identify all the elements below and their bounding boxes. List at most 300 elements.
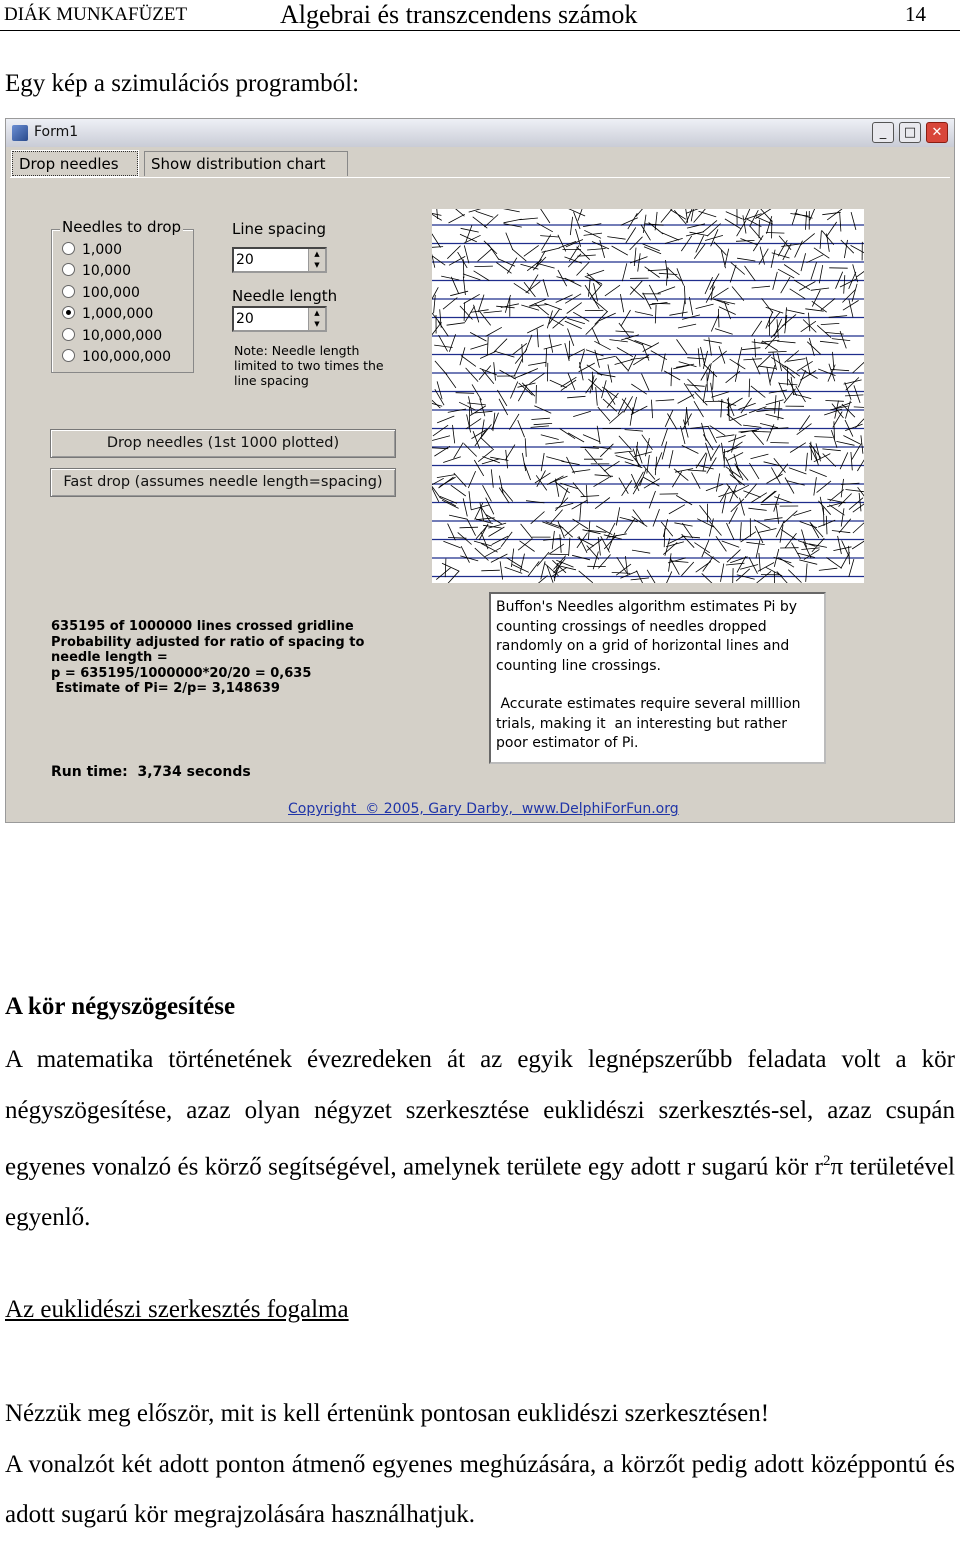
info-memo[interactable] bbox=[489, 592, 826, 764]
needle bbox=[788, 379, 796, 396]
needle bbox=[846, 490, 864, 492]
needle bbox=[442, 500, 459, 508]
needle bbox=[432, 247, 443, 248]
needle bbox=[543, 279, 548, 297]
needle bbox=[434, 345, 452, 347]
needle bbox=[460, 347, 465, 365]
needle bbox=[840, 213, 841, 231]
needle bbox=[851, 452, 852, 470]
needle bbox=[587, 249, 606, 251]
needle bbox=[676, 364, 694, 367]
needle bbox=[480, 437, 493, 450]
needle bbox=[795, 213, 813, 218]
needle bbox=[663, 519, 667, 537]
needle bbox=[510, 382, 517, 399]
arrow-up-icon[interactable]: ▲ bbox=[309, 308, 325, 319]
radio-icon[interactable] bbox=[62, 242, 75, 255]
line-spacing-input[interactable] bbox=[234, 249, 308, 271]
needle bbox=[608, 533, 614, 550]
needle bbox=[451, 485, 466, 496]
radio-icon[interactable] bbox=[62, 349, 75, 362]
needle bbox=[799, 282, 815, 291]
needle bbox=[841, 479, 843, 497]
needle bbox=[499, 399, 508, 415]
needle-drop-canvas bbox=[432, 209, 864, 583]
needle bbox=[561, 461, 579, 465]
needle bbox=[433, 425, 448, 436]
needle bbox=[853, 361, 865, 374]
needle bbox=[449, 214, 465, 223]
page-header bbox=[0, 0, 960, 31]
radio-icon[interactable] bbox=[62, 263, 75, 276]
needle bbox=[801, 548, 819, 550]
needle bbox=[494, 362, 496, 380]
superscript: 2 bbox=[823, 1153, 831, 1169]
needle bbox=[662, 233, 679, 240]
needle bbox=[713, 288, 729, 298]
app-icon bbox=[12, 125, 28, 141]
needle bbox=[605, 285, 620, 296]
close-icon[interactable]: ✕ bbox=[926, 122, 948, 143]
needle bbox=[622, 480, 632, 495]
needle bbox=[580, 502, 581, 520]
needle bbox=[488, 244, 499, 259]
needle bbox=[745, 266, 756, 281]
needle bbox=[853, 521, 864, 534]
needle bbox=[447, 323, 465, 326]
needle bbox=[534, 423, 553, 424]
needle bbox=[809, 338, 814, 356]
needle bbox=[458, 532, 472, 544]
needle bbox=[851, 212, 856, 230]
fast-drop-button[interactable]: Fast drop (assumes needle length=spacing) bbox=[50, 468, 396, 497]
result-line: 635195 of 1000000 lines crossed gridline bbox=[51, 619, 364, 635]
needle bbox=[730, 414, 747, 421]
needle bbox=[445, 559, 446, 578]
needle bbox=[512, 249, 526, 261]
needle bbox=[442, 563, 459, 571]
needle bbox=[760, 423, 778, 427]
needle bbox=[730, 265, 736, 283]
needle bbox=[634, 248, 636, 266]
needle bbox=[789, 468, 806, 474]
needle bbox=[504, 219, 522, 223]
needle bbox=[676, 495, 692, 505]
radio-option[interactable] bbox=[62, 348, 171, 366]
needle bbox=[752, 431, 771, 432]
needle bbox=[810, 470, 827, 477]
radio-label: 10,000,000 bbox=[82, 328, 162, 344]
needle bbox=[738, 347, 742, 365]
needle bbox=[674, 210, 686, 224]
needle bbox=[570, 217, 572, 235]
needle bbox=[537, 329, 538, 347]
needle bbox=[766, 307, 784, 313]
needle bbox=[807, 342, 821, 355]
needle bbox=[757, 355, 770, 368]
needle bbox=[500, 370, 516, 379]
needle bbox=[825, 401, 844, 402]
header-workbook-label: DIÁK MUNKAFÜZET bbox=[4, 4, 187, 26]
needle bbox=[549, 335, 553, 353]
needle bbox=[746, 542, 764, 544]
needle bbox=[621, 218, 638, 226]
needle bbox=[625, 430, 643, 432]
needle bbox=[467, 414, 471, 432]
needle bbox=[568, 433, 584, 442]
needle bbox=[509, 414, 519, 430]
needle bbox=[537, 223, 553, 232]
needle bbox=[645, 267, 660, 278]
needle bbox=[716, 473, 719, 491]
radio-option[interactable] bbox=[62, 241, 122, 259]
needle bbox=[573, 483, 585, 497]
minimize-icon[interactable]: _ bbox=[872, 122, 894, 143]
needle bbox=[800, 371, 816, 381]
needle bbox=[649, 491, 655, 508]
needle bbox=[481, 570, 500, 571]
radio-option[interactable] bbox=[62, 305, 153, 323]
needle bbox=[827, 234, 830, 252]
needle bbox=[470, 310, 488, 313]
line-spacing-stepper[interactable] bbox=[232, 247, 327, 273]
needle-length-input[interactable] bbox=[234, 308, 308, 330]
needle bbox=[778, 269, 794, 278]
needle bbox=[705, 552, 720, 563]
needle bbox=[792, 543, 801, 559]
needle bbox=[674, 523, 692, 526]
needle bbox=[546, 457, 564, 462]
needle bbox=[541, 235, 551, 251]
paragraph-line: A vonalzót két adott ponton átmenő egyenes meghúzására, a körzőt pedig adott középpontú és adott sugarú kör megrajzolására használhatjuk. bbox=[5, 1440, 955, 1541]
needle bbox=[664, 371, 680, 380]
needle bbox=[544, 303, 561, 310]
needle bbox=[447, 246, 460, 259]
needle bbox=[752, 286, 770, 288]
needle bbox=[741, 532, 756, 542]
results-panel bbox=[51, 619, 364, 697]
needle bbox=[476, 518, 494, 520]
section-heading: A kör négyszögesítése bbox=[5, 993, 235, 1021]
needle-length-label: Needle length bbox=[232, 287, 337, 305]
needle bbox=[574, 212, 581, 229]
radio-label: 1,000 bbox=[82, 242, 122, 258]
needle bbox=[558, 521, 565, 538]
needle bbox=[752, 431, 764, 445]
needle bbox=[749, 379, 750, 398]
needle bbox=[713, 371, 714, 389]
needle bbox=[461, 356, 476, 367]
needle bbox=[829, 505, 844, 515]
needle bbox=[821, 323, 840, 324]
needle bbox=[820, 230, 821, 248]
needle bbox=[525, 438, 526, 457]
needle bbox=[731, 262, 745, 274]
needle bbox=[781, 277, 790, 293]
needle bbox=[671, 368, 672, 387]
needle-length-stepper[interactable] bbox=[232, 306, 327, 332]
needle bbox=[832, 339, 850, 341]
needle bbox=[669, 312, 687, 315]
window-title: Form1 bbox=[34, 124, 78, 140]
needle bbox=[686, 209, 703, 213]
needle bbox=[810, 209, 817, 220]
stepper-buttons bbox=[308, 308, 325, 330]
needle bbox=[463, 498, 467, 516]
arrow-down-icon[interactable]: ▼ bbox=[309, 260, 325, 271]
needle bbox=[823, 454, 836, 467]
needle bbox=[785, 478, 794, 494]
needle bbox=[607, 237, 625, 240]
needle bbox=[472, 384, 482, 400]
needle bbox=[777, 341, 795, 343]
needle bbox=[843, 436, 860, 444]
needle bbox=[550, 380, 567, 388]
needle bbox=[486, 327, 502, 336]
needle bbox=[470, 332, 486, 341]
needle bbox=[846, 377, 859, 390]
needle bbox=[577, 247, 590, 260]
needle bbox=[797, 361, 813, 371]
radio-selected-icon[interactable] bbox=[62, 306, 75, 319]
needle bbox=[450, 209, 464, 216]
needle bbox=[555, 498, 568, 511]
needle bbox=[711, 392, 729, 397]
needle bbox=[577, 533, 588, 548]
needle bbox=[742, 348, 760, 350]
needle bbox=[628, 355, 636, 372]
needle bbox=[814, 477, 817, 495]
needle bbox=[665, 538, 670, 556]
needle bbox=[483, 485, 492, 501]
needle bbox=[616, 456, 634, 461]
needle bbox=[648, 270, 667, 271]
needle bbox=[524, 282, 535, 297]
needle bbox=[750, 226, 762, 240]
needle bbox=[524, 245, 539, 256]
needle bbox=[814, 248, 829, 258]
needle bbox=[461, 546, 469, 563]
needle bbox=[768, 351, 787, 352]
needle bbox=[478, 249, 492, 261]
needle bbox=[855, 414, 864, 427]
needle bbox=[594, 477, 610, 487]
needle bbox=[626, 227, 636, 243]
needle bbox=[767, 474, 783, 483]
needles-group-title: Needles to drop bbox=[60, 218, 183, 236]
needle bbox=[585, 449, 597, 463]
needle bbox=[535, 473, 551, 483]
needle bbox=[581, 496, 600, 497]
needle bbox=[449, 334, 455, 352]
needle bbox=[704, 340, 722, 343]
needle bbox=[737, 258, 755, 261]
needle bbox=[527, 325, 544, 333]
needle bbox=[727, 453, 744, 461]
arrow-up-icon[interactable]: ▲ bbox=[309, 249, 325, 260]
needle bbox=[436, 568, 450, 580]
needle bbox=[748, 508, 766, 510]
needle bbox=[443, 541, 460, 548]
needle bbox=[453, 425, 455, 443]
needle bbox=[705, 277, 713, 294]
run-time-label: Run time: 3,734 seconds bbox=[51, 764, 251, 780]
needle bbox=[716, 536, 727, 551]
needle bbox=[772, 253, 790, 258]
radio-icon[interactable] bbox=[62, 328, 75, 341]
radio-option[interactable] bbox=[62, 327, 162, 345]
needle bbox=[597, 356, 615, 360]
needle bbox=[740, 522, 741, 541]
needle bbox=[437, 475, 455, 478]
needle bbox=[437, 416, 454, 423]
needle bbox=[842, 404, 855, 417]
needle bbox=[770, 443, 789, 444]
needle bbox=[752, 321, 762, 336]
needle bbox=[519, 383, 533, 395]
needle bbox=[706, 484, 723, 491]
needle bbox=[697, 519, 714, 527]
needle bbox=[790, 443, 806, 453]
needle bbox=[810, 522, 819, 538]
needle bbox=[609, 340, 627, 342]
needle bbox=[755, 526, 763, 543]
needle bbox=[439, 335, 448, 351]
needle bbox=[565, 524, 579, 536]
needle bbox=[445, 373, 456, 388]
needle bbox=[794, 280, 810, 290]
needle bbox=[798, 541, 816, 547]
needle bbox=[838, 536, 842, 554]
needle bbox=[615, 360, 633, 365]
radio-option[interactable] bbox=[62, 284, 140, 302]
drop-needles-button[interactable]: Drop needles (1st 1000 plotted) bbox=[50, 429, 396, 458]
needle bbox=[701, 347, 705, 365]
needle bbox=[730, 485, 737, 502]
needle bbox=[665, 238, 683, 243]
needle bbox=[678, 395, 694, 404]
needle bbox=[529, 275, 539, 291]
needle bbox=[776, 521, 784, 538]
needle bbox=[775, 395, 776, 413]
needle bbox=[827, 558, 842, 569]
radio-option[interactable] bbox=[62, 262, 131, 280]
needle bbox=[587, 365, 602, 376]
paragraph-text: A matematika történetének évezredeken át az egyik legnépszerűbb feladata volt a kör négyszögesítése, azaz olyan négyzet szerkesztése euklidészi szerkesztés-sel, azaz csupán egyenes vonalzó és körző segítségével, amelynek területe egy adott r sugarú kör r bbox=[5, 1046, 955, 1180]
needle bbox=[549, 544, 564, 554]
needle bbox=[506, 233, 513, 250]
needle bbox=[518, 385, 527, 401]
needle bbox=[604, 535, 616, 549]
needle bbox=[806, 211, 807, 230]
needle bbox=[822, 449, 840, 451]
needle bbox=[434, 295, 436, 313]
needle-length-note: Note: Needle length limited to two times the line spacing bbox=[234, 343, 394, 388]
needle bbox=[604, 461, 620, 471]
needle bbox=[709, 337, 712, 355]
needle bbox=[787, 359, 805, 362]
needle bbox=[740, 565, 758, 570]
needle bbox=[569, 538, 570, 556]
needle bbox=[432, 250, 435, 268]
needle bbox=[758, 529, 776, 533]
needle bbox=[633, 510, 644, 525]
needle bbox=[522, 453, 525, 471]
needle bbox=[475, 548, 489, 560]
needle bbox=[777, 571, 789, 583]
needle bbox=[567, 396, 585, 398]
needle bbox=[619, 478, 628, 494]
needle bbox=[531, 418, 550, 419]
needle bbox=[439, 477, 454, 488]
needle bbox=[793, 394, 811, 399]
needle bbox=[694, 401, 704, 417]
needle bbox=[836, 441, 854, 445]
needle bbox=[512, 343, 527, 355]
needle bbox=[438, 321, 448, 336]
needle bbox=[655, 305, 656, 324]
needle bbox=[845, 395, 863, 396]
maximize-icon[interactable]: □ bbox=[899, 122, 921, 143]
needle bbox=[653, 509, 660, 526]
needle bbox=[786, 310, 804, 314]
needle bbox=[686, 385, 704, 387]
needle bbox=[572, 470, 590, 473]
radio-icon[interactable] bbox=[62, 285, 75, 298]
needle bbox=[540, 209, 550, 223]
needle bbox=[489, 527, 505, 537]
tab-drop-needles[interactable]: Drop needles bbox=[12, 151, 138, 176]
page-number: 14 bbox=[905, 2, 926, 27]
needle bbox=[656, 400, 675, 401]
needle bbox=[492, 413, 499, 430]
needle bbox=[622, 263, 627, 281]
needle bbox=[531, 426, 549, 428]
needle bbox=[854, 407, 864, 408]
needle bbox=[474, 305, 479, 323]
needle bbox=[658, 287, 675, 293]
needle bbox=[664, 571, 672, 583]
needle bbox=[572, 500, 588, 509]
needle bbox=[790, 289, 806, 299]
needle bbox=[625, 518, 636, 533]
needle bbox=[702, 573, 715, 583]
arrow-down-icon[interactable]: ▼ bbox=[309, 319, 325, 330]
needle bbox=[779, 236, 791, 250]
tab-show-distribution-chart[interactable]: Show distribution chart bbox=[144, 151, 348, 176]
needle bbox=[463, 274, 480, 280]
needle bbox=[856, 266, 864, 277]
copyright-link[interactable]: Copyright © 2005, Gary Darby, www.DelphiForFun.org bbox=[288, 801, 679, 817]
needle bbox=[465, 306, 475, 322]
needle bbox=[617, 348, 633, 357]
needle bbox=[573, 411, 591, 416]
needle bbox=[568, 349, 585, 357]
needle bbox=[573, 312, 589, 321]
radio-label: 100,000 bbox=[82, 285, 140, 301]
needle bbox=[663, 542, 677, 554]
needle bbox=[854, 385, 860, 403]
needle bbox=[528, 362, 546, 365]
needle bbox=[678, 324, 696, 328]
needle bbox=[626, 338, 643, 345]
needle bbox=[809, 544, 827, 548]
needle bbox=[839, 494, 852, 507]
needle bbox=[702, 423, 707, 441]
needle bbox=[781, 530, 796, 540]
needle bbox=[469, 491, 471, 509]
needle bbox=[686, 232, 704, 236]
